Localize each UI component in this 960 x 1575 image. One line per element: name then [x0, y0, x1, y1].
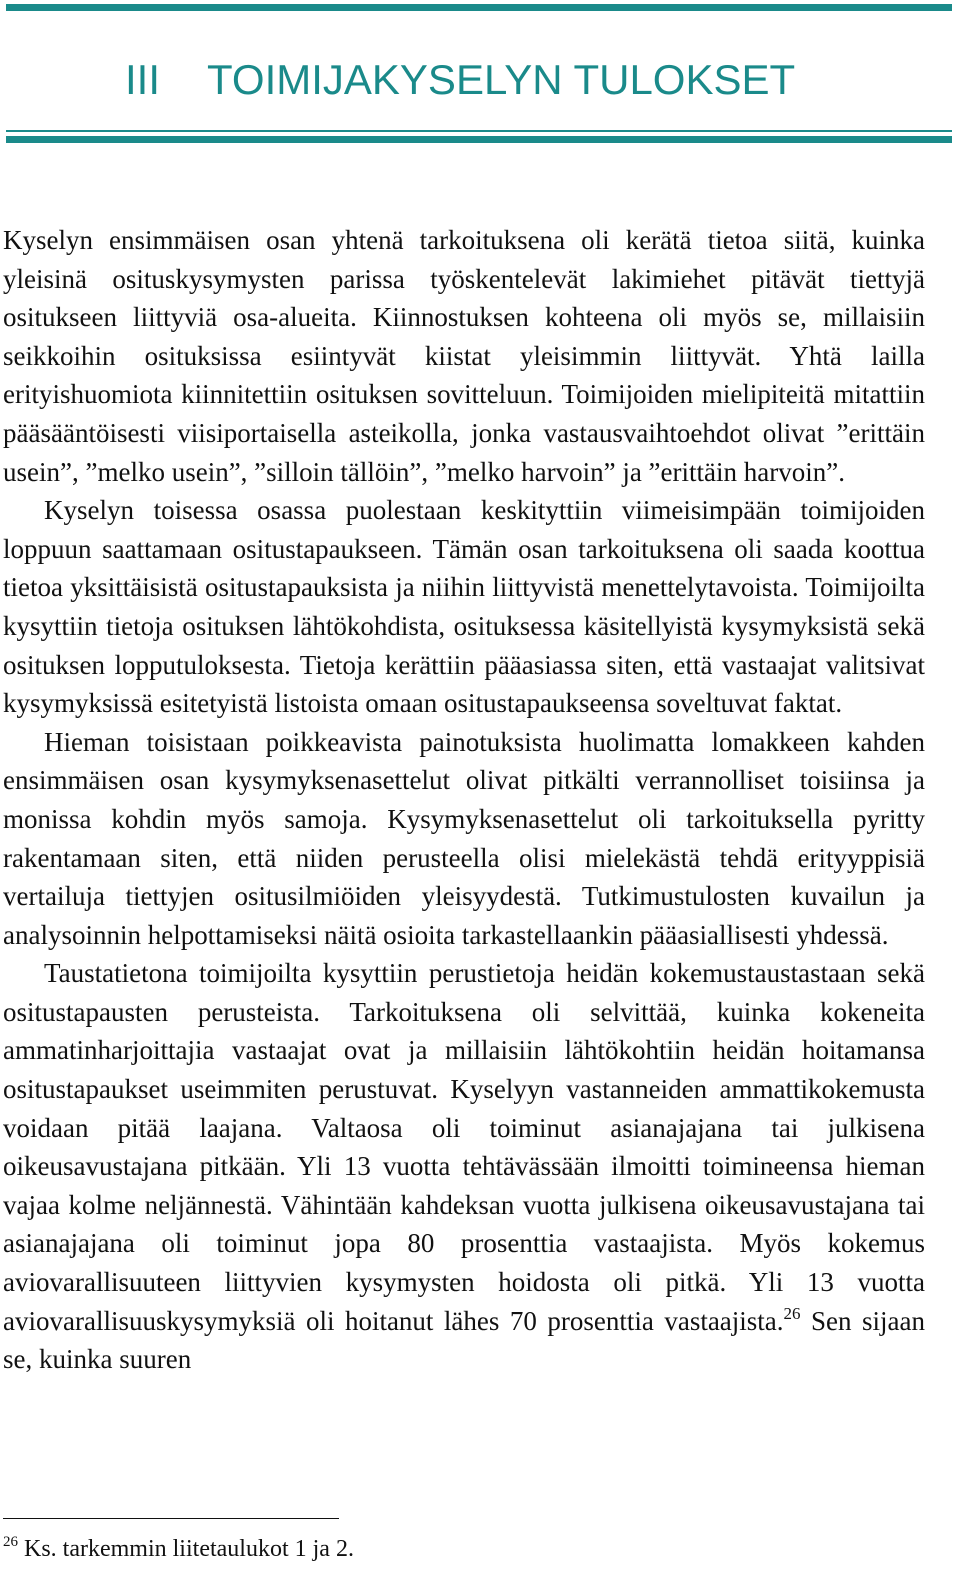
body-text: [3, 221, 925, 1379]
paragraph: Hieman toisistaan poikkeavista painotuksista huolimatta lomakkeen kahden ensimmäisen osan kysymyksenasettelut olivat pitkälti verrannolliset toisiinsa ja monissa kohdin myös samoja. Kysymyksenasettelut oli tarkoituksella pyritty rakentamaan siten, että niiden perusteella olisi mielekästä tehdä erityyppisiä vertailuja tiettyjen ositusilmiöiden yleisyydestä. Tutkimustulosten kuvailun ja analysoinnin helpottamiseksi näitä osioita tarkastellaankin pääasiallisesti yhdessä.: [3, 726, 925, 950]
footnote-separator: [3, 1518, 339, 1519]
paragraph-text-continued: Sen sijaan se, kuinka suuren: [3, 1305, 926, 1375]
paragraph: [3, 954, 925, 1379]
footnote-text: Ks. tarkemmin liitetaulukot 1 ja 2.: [18, 1536, 354, 1562]
chapter-number: III: [125, 56, 161, 103]
footnote: [3, 1532, 354, 1566]
chapter-title-text: TOIMIJAKYSELYN TULOKSET: [207, 56, 796, 103]
footnote-reference[interactable]: 26: [783, 1303, 801, 1323]
header-rule-thin: [6, 130, 952, 132]
footnote-number: 26: [3, 1534, 18, 1550]
header-rule-top: [6, 4, 952, 11]
paragraph-text: Taustatietona toimijoilta kysyttiin perustietoja heidän kokemustaustastaan sekä ositustapausten perusteista. Tarkoituksena oli selvittää, kuinka kokeneita ammatinharjoittajia vastaajat ovat ja millaisiin lähtökohtiin heidän hoitamansa ositustapaukset useimmiten perustuvat. Kyselyyn vastanneiden ammattikokemusta voidaan pitää laajana. Valtaosa oli toiminut asianajajana tai julkisena oikeusavustajana pitkään. Yli 13 vuotta tehtävässään ilmoitti toimineensa hieman vajaa kolme neljännestä. Vähintään kahdeksan vuotta julkisena oikeusavustajana tai asianajajana oli toiminut jopa 80 prosenttia vastaajista. Myös kokemus aviovarallisuuteen liittyvien kysymysten hoidosta oli pitkä. Yli 13 vuotta aviovarallisuuskysymyksiä oli hoitanut lähes 70 prosenttia vastaajista.: [3, 958, 925, 1336]
paragraph: Kyselyn toisessa osassa puolestaan keskityttiin viimeisimpään toimijoiden loppuun saattamaan ositustapaukseen. Tämän osan tarkoituksena oli saada koottua tietoa yksittäisistä ositustapauksista ja niihin liittyvistä menettelytavoista. Toimijoilta kysyttiin tietoja osituksen lähtökohdista, osituksessa käsitellyistä kysymyksistä sekä osituksen lopputuloksesta. Tietoja kerättiin pääasiassa siten, että vastaajat valitsivat kysymyksissä esitetyistä listoista omaan ositustapaukseensa soveltuvat faktat.: [3, 495, 925, 719]
paragraph: Kyselyn ensimmäisen osan yhtenä tarkoituksena oli kerätä tietoa siitä, kuinka yleisinä osituskysymysten parissa työskentelevät lakimiehet pitävät tiettyjä ositukseen liittyviä osa-alueita. Kiinnostuksen kohteena oli myös se, millaisiin seikkoihin osituksissa esiintyvät kiistat yleisimmin liittyvät. Yhtä lailla erityishuomiota kiinnitettiin osituksen sovitteluun. Toimijoiden mielipiteitä mitattiin pääsääntöisesti viisiportaisella asteikolla, jonka vastausvaihtoehdot olivat ”erittäin usein”, ”melko usein”, ”silloin tällöin”, ”melko harvoin” ja ”erittäin harvoin”.: [3, 225, 925, 487]
header-rule-thick: [6, 136, 952, 143]
chapter-title: [125, 54, 795, 106]
